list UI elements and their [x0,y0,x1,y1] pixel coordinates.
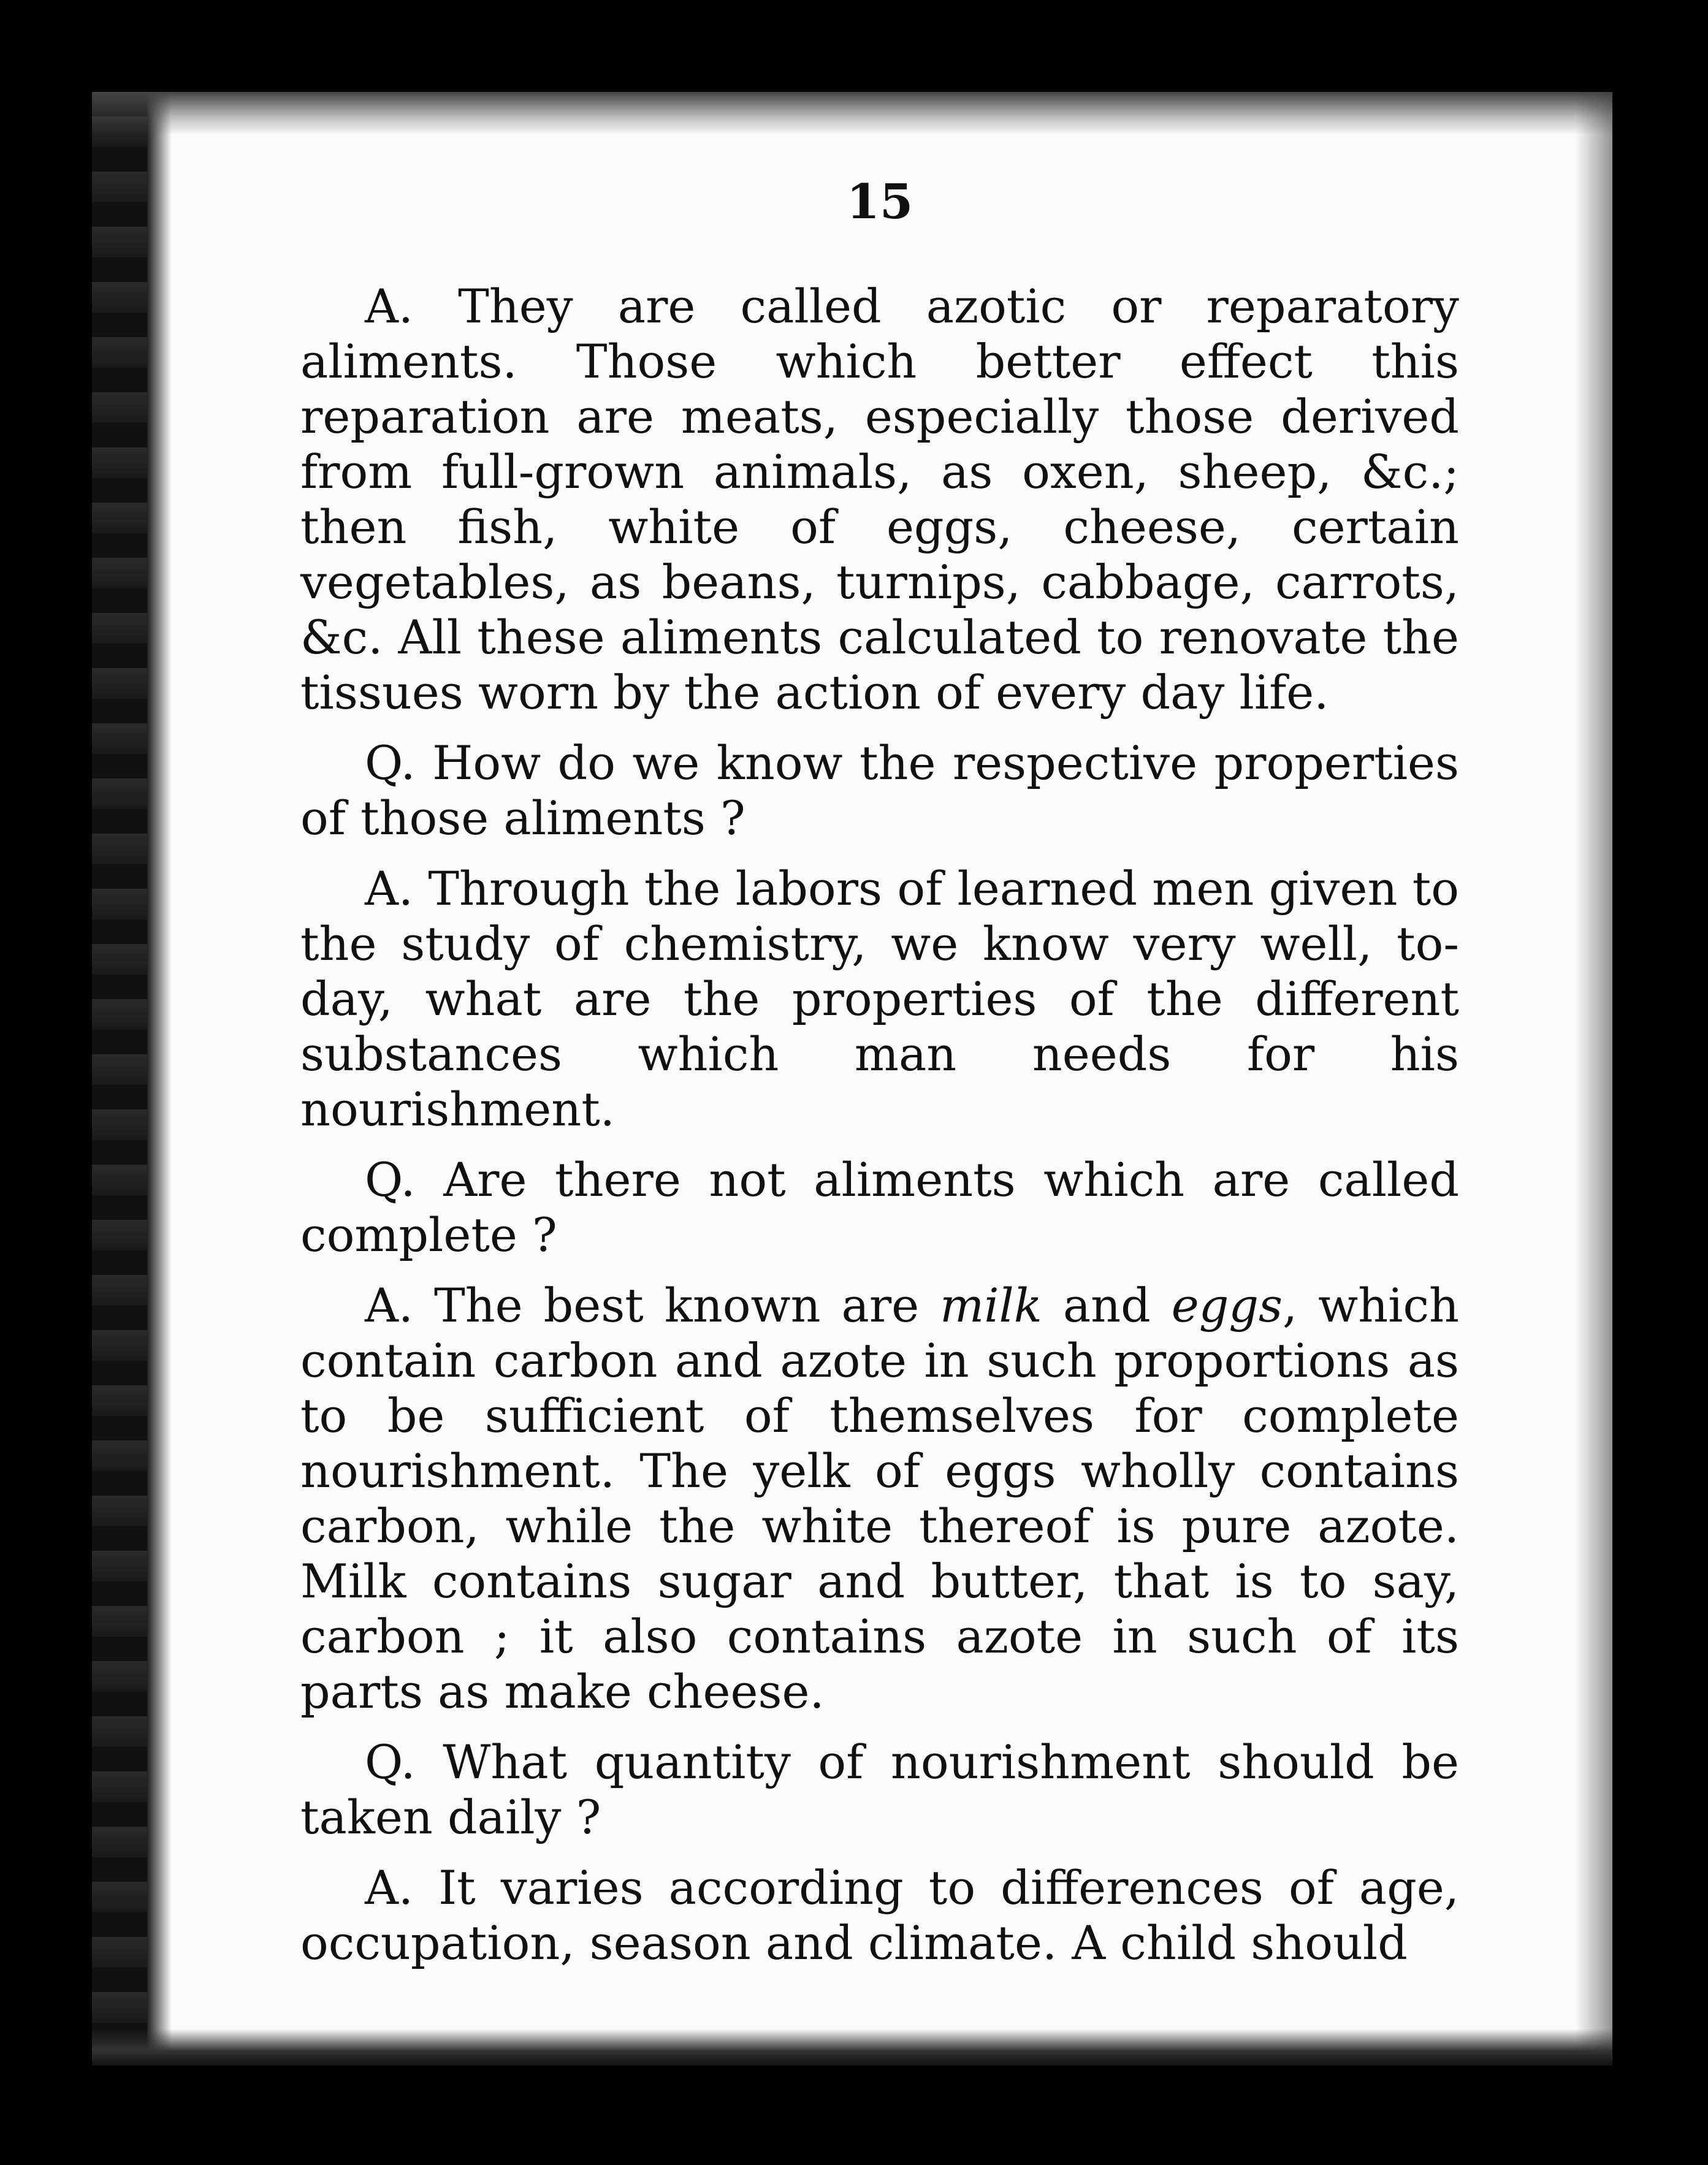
scanned-page [92,92,1612,2066]
bottom-edge-shadow [92,2029,1612,2066]
binding-shadow [147,92,172,2066]
emphasis-eggs: eggs [1171,1278,1283,1333]
page-number: 15 [846,174,913,230]
emphasis-milk: milk [940,1278,1042,1333]
page-text [300,156,1459,1986]
paragraph-answer-milk-eggs [300,1278,1459,1719]
answer-text-rest: , which contain carbon and azote in such proportions as to be sufficient of themselves for complete nourishment. The yelk of eggs wholly contains carbon, while the white thereof is pure azote. Milk contains sugar and butter, that is to say, carbon ; it also contains azote in such of its parts as make cheese. [300,1278,1459,1719]
top-edge-shadow [92,92,1612,135]
answer-text-start: A. The best known are [365,1278,940,1333]
paragraph-answer-chemistry: A. Through the labors of learned men given to the study of chemistry, we know very well, to-day, what are the properties of the different substances which man needs for his nourishment. [300,861,1459,1136]
paragraph-question-complete: Q. Are there not aliments which are called complete ? [300,1152,1459,1262]
right-edge-shadow [1576,92,1612,2066]
paragraph-question-properties: Q. How do we know the respective properties of those aliments ? [300,736,1459,845]
answer-text-and: and [1042,1278,1172,1333]
book-spine [92,92,147,2066]
paragraph-question-quantity: Q. What quantity of nourishment should be taken daily ? [300,1735,1459,1844]
paragraph-answer-varies: A. It varies according to differences of age, occupation, season and climate. A child should [300,1860,1459,1970]
paragraph-answer-azotic: A. They are called azotic or reparatory aliments. Those which better effect this reparation are meats, especially those derived from full-grown animals, as oxen, sheep, &c.; then fish, white of eggs, cheese, certain vegetables, as beans, turnips, cabbage, carrots, &c. All these aliments calculated to renovate the tissues worn by the action of every day life. [300,279,1459,720]
